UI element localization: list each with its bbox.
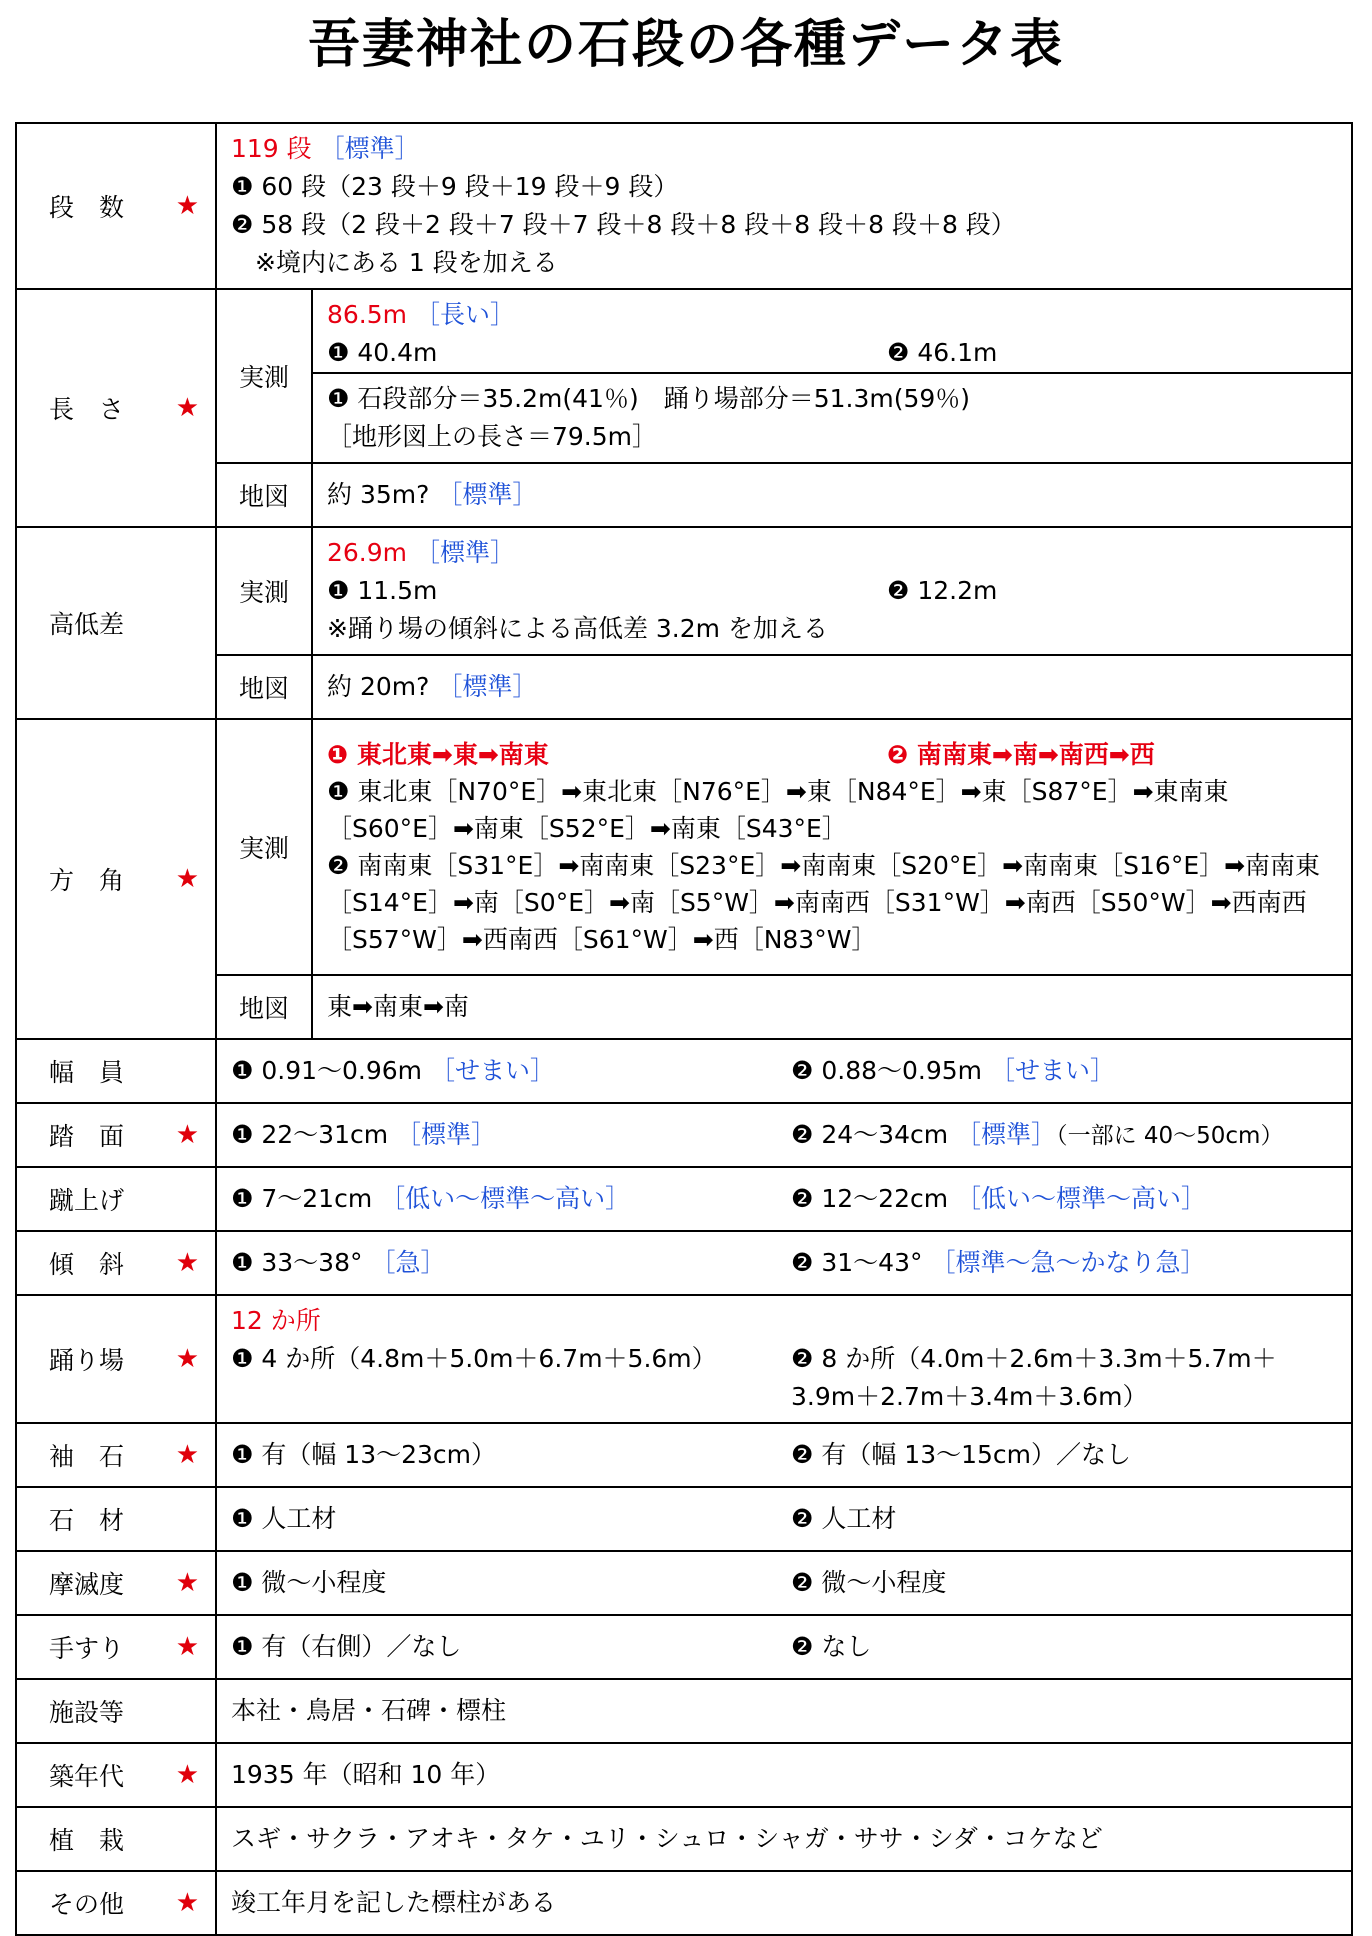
star-icon: ★ xyxy=(175,1248,199,1278)
value-2: ❷ 有（幅 13～15cm）／なし xyxy=(791,1440,1132,1469)
star-icon: ★ xyxy=(175,1568,199,1598)
detail-line: ❶ 石段部分＝35.2m(41％) 踊り場部分＝51.3m(59％) xyxy=(327,384,971,413)
row-shisetsu xyxy=(16,1679,1352,1743)
row-keage xyxy=(16,1167,1352,1231)
value-1: ❶ 11.5m xyxy=(327,576,438,605)
row-label: 踊り場 xyxy=(49,1346,125,1375)
direction-detail-2: ❷ 南南東［S31°E］➡南南東［S23°E］➡南南東［S20°E］➡南南東［S16°E］➡南南東［S14°E］➡南［S0°E］➡南［S5°W］➡南南西［S31°W］➡南西［S50°W］➡西南西［S57°W］➡西南西［S61°W］➡西［N83°W］ xyxy=(327,851,1321,954)
map-value: 約 20m? xyxy=(327,672,430,701)
row-tesuri xyxy=(16,1615,1352,1679)
direction-summary-1: ❶ 東北東➡東➡南東 xyxy=(327,740,549,769)
star-icon: ★ xyxy=(175,1120,199,1150)
row-shokusai xyxy=(16,1807,1352,1871)
row-label: 袖 石 xyxy=(49,1442,125,1471)
total-value: 26.9m xyxy=(327,538,408,567)
value-1: ❶ 4 か所（4.8m＋5.0m＋6.7m＋5.6m） xyxy=(231,1344,717,1373)
rating-tag: ［標準］ xyxy=(437,672,538,701)
value-2: ❷ 12.2m xyxy=(887,576,998,605)
value: スギ・サクラ・アオキ・タケ・ユリ・シュロ・シャガ・ササ・シダ・コケなど xyxy=(231,1824,1103,1853)
rating-tag: ［せまい］ xyxy=(430,1056,556,1085)
value-2: ❷ 24～34cm xyxy=(791,1119,949,1149)
sub-label: 実測 xyxy=(216,719,312,975)
row-odoriba xyxy=(16,1295,1352,1423)
row-sodeishi xyxy=(16,1423,1352,1487)
total-value: 86.5m xyxy=(327,300,408,329)
rating-tag: ［標準］ xyxy=(437,480,538,509)
row-label: 幅 員 xyxy=(49,1058,125,1087)
data-table xyxy=(15,122,1353,1936)
row-label: 蹴上げ xyxy=(49,1186,125,1215)
row-label: 築年代 xyxy=(49,1762,125,1791)
value-1: ❶ 人工材 xyxy=(231,1504,337,1533)
row-hougaku xyxy=(16,719,1352,975)
sub-label: 実測 xyxy=(216,289,312,463)
row-label: 摩滅度 xyxy=(49,1570,125,1599)
row-label: 高低差 xyxy=(49,610,125,639)
star-icon: ★ xyxy=(175,1760,199,1790)
row-mametsu xyxy=(16,1551,1352,1615)
row-fukuin xyxy=(16,1039,1352,1103)
rating-tag: ［せまい］ xyxy=(990,1056,1116,1085)
value-2: ❷ 31～43° xyxy=(791,1248,923,1277)
row-label: 手すり xyxy=(49,1634,125,1663)
rating-tag: ［標準］ xyxy=(319,134,420,163)
rating-tag: ［標準］ xyxy=(956,1119,1057,1149)
row-sonota xyxy=(16,1871,1352,1935)
detail-line: ❶ 60 段（23 段＋9 段＋19 段＋9 段） xyxy=(231,172,679,201)
row-label: 長 さ xyxy=(49,395,125,424)
row-label: 石 材 xyxy=(49,1506,125,1535)
value-1: ❶ 0.91～0.96m xyxy=(231,1056,423,1085)
row-nagasa xyxy=(16,289,1352,373)
total-value: 119 段 xyxy=(231,134,312,163)
row-label: その他 xyxy=(49,1890,125,1919)
star-icon: ★ xyxy=(175,393,199,423)
row-fumizura xyxy=(16,1103,1352,1167)
rating-tag: ［標準～急～かなり急］ xyxy=(930,1248,1206,1277)
value: 1935 年（昭和 10 年） xyxy=(231,1760,501,1789)
sub-label: 地図 xyxy=(216,975,312,1039)
detail-line: ［地形図上の長さ＝79.5m］ xyxy=(327,422,658,451)
rating-tag: ［低い～標準～高い］ xyxy=(956,1184,1207,1213)
value-1: ❶ 40.4m xyxy=(327,338,438,367)
rating-tag: ［長い］ xyxy=(414,300,515,329)
star-icon: ★ xyxy=(175,1344,199,1374)
rating-tag: ［低い～標準～高い］ xyxy=(380,1184,631,1213)
page-title: 吾妻神社の石段の各種データ表 xyxy=(307,15,1064,75)
value: 本社・鳥居・石碑・標柱 xyxy=(231,1696,507,1725)
value-1: ❶ 有（幅 13～23cm） xyxy=(231,1440,497,1469)
star-icon: ★ xyxy=(175,864,199,894)
value-2: ❷ 46.1m xyxy=(887,338,998,367)
value-2: ❷ 12～22cm xyxy=(791,1184,949,1213)
row-label: 植 栽 xyxy=(49,1826,125,1855)
value-2: ❷ 微～小程度 xyxy=(791,1568,947,1597)
value-2: ❷ 人工材 xyxy=(791,1504,897,1533)
star-icon: ★ xyxy=(175,1440,199,1470)
detail-line: ❷ 58 段（2 段＋2 段＋7 段＋7 段＋8 段＋8 段＋8 段＋8 段＋8 段） xyxy=(231,210,1016,239)
map-value: 東➡南東➡南 xyxy=(327,992,469,1021)
row-label: 段 数 xyxy=(49,193,125,222)
row-label: 傾 斜 xyxy=(49,1250,125,1279)
rating-tag: ［急］ xyxy=(370,1248,446,1277)
value-2: ❷ なし xyxy=(791,1632,872,1661)
row-dansuu xyxy=(16,123,1352,289)
row-sekizai xyxy=(16,1487,1352,1551)
star-icon: ★ xyxy=(175,1632,199,1662)
value-1: ❶ 微～小程度 xyxy=(231,1568,387,1597)
direction-summary-2: ❷ 南南東➡南➡南西➡西 xyxy=(887,740,1155,769)
row-chikunendai xyxy=(16,1743,1352,1807)
direction-detail-1: ❶ 東北東［N70°E］➡東北東［N76°E］➡東［N84°E］➡東［S87°E］➡東南東［S60°E］➡南東［S52°E］➡南東［S43°E］ xyxy=(327,777,1229,843)
note: ※踊り場の傾斜による高低差 3.2m を加える xyxy=(327,614,828,643)
value: 竣工年月を記した標柱がある xyxy=(231,1888,557,1917)
value-1: ❶ 33～38° xyxy=(231,1248,363,1277)
value-2: ❷ 8 か所（4.0m＋2.6m＋3.3m＋5.7m＋3.9m＋2.7m＋3.4m＋3.6m） xyxy=(791,1344,1277,1411)
value-1: ❶ 22～31cm xyxy=(231,1119,389,1149)
row-label: 方 角 xyxy=(49,866,125,895)
note: ※境内にある 1 段を加える xyxy=(255,248,558,277)
row-keisha xyxy=(16,1231,1352,1295)
rating-tag: ［標準］ xyxy=(396,1119,497,1149)
value-1: ❶ 7～21cm xyxy=(231,1184,373,1213)
star-icon: ★ xyxy=(175,1888,199,1918)
value-2: ❷ 0.88～0.95m xyxy=(791,1056,983,1085)
row-label: 踏 面 xyxy=(49,1122,125,1151)
note: （一部に 40～50cm） xyxy=(1056,1122,1284,1149)
rating-tag: ［標準］ xyxy=(414,538,515,567)
star-icon: ★ xyxy=(175,191,199,221)
value-1: ❶ 有（右側）／なし xyxy=(231,1632,462,1661)
sub-label: 地図 xyxy=(216,463,312,527)
map-value: 約 35m? xyxy=(327,480,430,509)
row-kouteisa xyxy=(16,527,1352,655)
row-label: 施設等 xyxy=(49,1698,125,1727)
total-value: 12 か所 xyxy=(231,1306,321,1335)
sub-label: 実測 xyxy=(216,527,312,655)
sub-label: 地図 xyxy=(216,655,312,719)
